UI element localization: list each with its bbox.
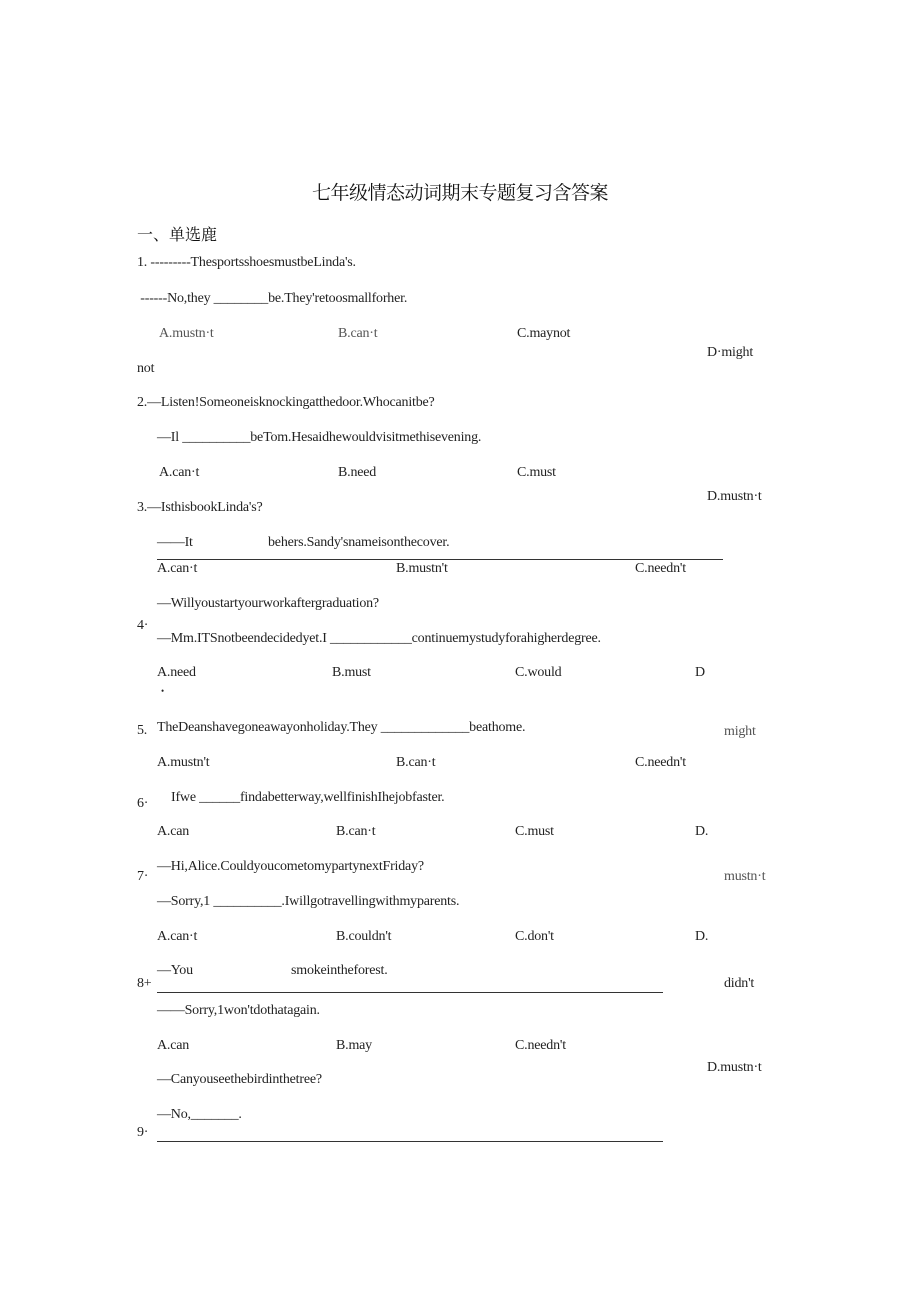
q8-line1a: —You — [157, 963, 193, 978]
q7-line2: —Sorry,1 __________.Iwillgotravellingwithmyparents. — [157, 894, 460, 909]
page-title: 七年级情态动词期末专题复习含答案 — [311, 182, 608, 204]
q8-line2: ——Sorry,1won'tdothatagain. — [157, 1003, 320, 1018]
q4-line2: —Mm.ITSnotbeendecidedyet.I ____________continuemystudyforahigherdegree. — [157, 631, 601, 646]
q6-option-d-text: mustn·t — [724, 869, 766, 884]
q2-line2: —Il __________beTom.Hesaidhewouldvisitmethisevening. — [157, 430, 482, 445]
section-heading: 一、单选鹿 — [137, 225, 218, 244]
q6-option-d: D. — [695, 824, 709, 839]
q4-line1: —Willyoustartyourworkaftergraduation? — [157, 596, 379, 611]
q9-answer-line — [157, 1141, 663, 1142]
q2-option-b: B.need — [338, 465, 377, 480]
q6-number: 6· — [137, 796, 149, 811]
q9-line2: —No,_______. — [157, 1107, 242, 1122]
q2-option-d: D.mustn·t — [707, 489, 762, 504]
q2-option-a: A.can·t — [159, 465, 200, 480]
q4-number: 4· — [137, 618, 149, 633]
q7-line1: —Hi,Alice.CouldyoucometomypartynextFriday? — [157, 859, 424, 874]
q8-answer-line — [157, 992, 663, 993]
q4-option-d-text: might — [724, 724, 756, 739]
q5-option-b: B.can·t — [396, 755, 436, 770]
q4-option-a: A.need — [157, 665, 196, 680]
q1-option-d-cont: not — [137, 361, 155, 376]
q4-option-b: B.must — [332, 665, 371, 680]
q3-line2a: ——It — [157, 535, 193, 550]
q7-option-d: D. — [695, 929, 709, 944]
q4-option-c: C.would — [515, 665, 562, 680]
q3-line1: 3.—IsthisbookLinda's? — [137, 500, 263, 515]
q3-option-c: C.needn't — [635, 561, 686, 576]
q8-option-b: B.may — [336, 1038, 372, 1053]
q7-option-a: A.can·t — [157, 929, 198, 944]
q9-line1: —Canyouseethebirdinthetree? — [157, 1072, 322, 1087]
q6-option-b: B.can·t — [336, 824, 376, 839]
q2-option-c: C.must — [517, 465, 556, 480]
q4-option-d: D — [695, 665, 705, 680]
q8-line1b: smokeintheforest. — [291, 963, 388, 978]
q3-option-b: B.mustn't — [396, 561, 448, 576]
q5-number: 5. — [137, 723, 148, 738]
q5-option-a: A.mustn't — [157, 755, 210, 770]
q7-option-b: B.couldn't — [336, 929, 392, 944]
q9-number: 9· — [137, 1125, 149, 1140]
q1-option-b: B.can·t — [338, 326, 378, 341]
q1-option-d: D·might — [707, 345, 754, 360]
q4-dot: • — [161, 686, 164, 696]
q7-option-d-text: didn't — [724, 976, 755, 991]
q7-option-c: C.don't — [515, 929, 554, 944]
q1-option-c: C.maynot — [517, 326, 571, 341]
q1-line2: ------No,they ________be.They'retoosmallforher. — [137, 291, 408, 306]
q6-option-c: C.must — [515, 824, 554, 839]
q3-line2b: behers.Sandy'snameisonthecover. — [268, 535, 450, 550]
q8-option-c: C.needn't — [515, 1038, 566, 1053]
q5-option-c: C.needn't — [635, 755, 686, 770]
q8-number: 8+ — [137, 976, 152, 991]
q1-option-a: A.mustn·t — [159, 326, 214, 341]
q2-line1: 2.—Listen!Someoneisknockingatthedoor.Whocanitbe? — [137, 395, 435, 410]
q8-option-d: D.mustn·t — [707, 1060, 762, 1075]
q6-option-a: A.can — [157, 824, 190, 839]
q7-number: 7· — [137, 869, 149, 884]
q3-option-a: A.can·t — [157, 561, 198, 576]
q1-line1: 1. ---------ThesportsshoesmustbeLinda's. — [137, 255, 356, 270]
q8-option-a: A.can — [157, 1038, 190, 1053]
q6-line1: Ifwe ______findabetterway,wellfinishIhejobfaster. — [171, 790, 445, 805]
q5-line1: TheDeanshavegoneawayonholiday.They _____________beathome. — [157, 720, 526, 735]
